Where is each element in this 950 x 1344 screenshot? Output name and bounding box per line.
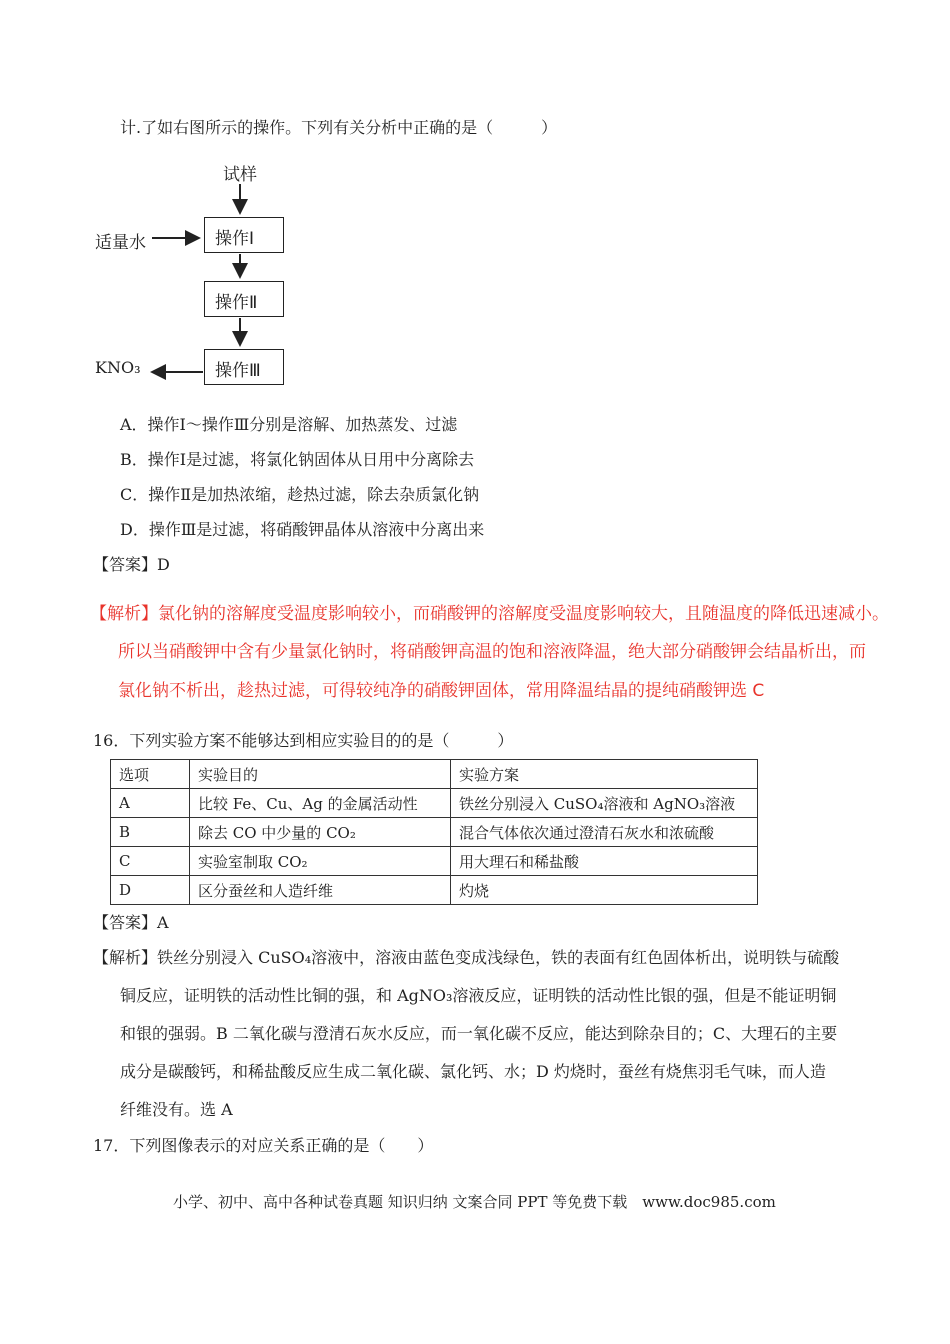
- table-cell: B: [111, 818, 190, 847]
- q15-analysis-line-3: 氯化钠不析出，趁热过滤，可得较纯净的硝酸钾固体，常用降温结晶的提纯硝酸钾选 C: [118, 681, 765, 701]
- table-row: [111, 876, 758, 905]
- table-cell: 混合气体依次通过澄清石灰水和浓硫酸: [451, 818, 758, 847]
- q15-option-d: D．操作Ⅲ是过滤，将硝酸钾晶体从溶液中分离出来: [120, 520, 485, 539]
- q15-analysis-line-2: 所以当硝酸钾中含有少量氯化钠时，将硝酸钾高温的饱和溶液降温，绝大部分硝酸钾会结晶析出，而: [118, 642, 866, 662]
- q16-analysis-line-1: 【解析】铁丝分别浸入 CuSO₄溶液中，溶液由蓝色变成浅绿色，铁的表面有红色固体析出，说明铁与硫酸: [93, 948, 840, 967]
- flow-op1-label: 操作Ⅰ: [215, 229, 255, 249]
- table-header-row: [111, 760, 758, 789]
- q16-table: [110, 759, 758, 905]
- flow-water-label: 适量水: [95, 233, 146, 253]
- q17-title: 17．下列图像表示的对应关系正确的是（ ）: [93, 1136, 434, 1155]
- table-row: [111, 847, 758, 876]
- q15-option-c: C．操作Ⅱ是加热浓缩，趁热过滤，除去杂质氯化钠: [120, 485, 480, 504]
- table-cell: 铁丝分别浸入 CuSO₄溶液和 AgNO₃溶液: [451, 789, 758, 818]
- q16-title: 16．下列实验方案不能够达到相应实验目的的是（ ）: [93, 731, 514, 750]
- page-footer: 小学、初中、高中各种试卷真题 知识归纳 文案合同 PPT 等免费下载 www.doc985.com: [173, 1193, 776, 1211]
- q15-option-b: B．操作Ⅰ是过滤，将氯化钠固体从日用中分离除去: [120, 450, 475, 469]
- flow-sample-label: 试样: [223, 165, 257, 185]
- q15-answer: 【答案】D: [93, 555, 170, 574]
- q16-answer: 【答案】A: [93, 913, 169, 932]
- table-cell: 区分蚕丝和人造纤维: [190, 876, 451, 905]
- q16-analysis-line-4: 成分是碳酸钙，和稀盐酸反应生成二氧化碳、氯化钙、水；D 灼烧时，蚕丝有烧焦羽毛气味，而人造: [120, 1062, 826, 1081]
- q16-analysis-line-5: 纤维没有。选 A: [120, 1100, 233, 1119]
- table-cell: 用大理石和稀盐酸: [451, 847, 758, 876]
- q16-analysis-line-2: 铜反应，证明铁的活动性比铜的强，和 AgNO₃溶液反应，证明铁的活动性比银的强，但是不能证明铜: [120, 986, 837, 1005]
- table-cell: 除去 CO 中少量的 CO₂: [190, 818, 451, 847]
- table-cell: 比较 Fe、Cu、Ag 的金属活动性: [190, 789, 451, 818]
- table-cell: A: [111, 789, 190, 818]
- q15-analysis-line-1: 【解析】氯化钠的溶解度受温度影响较小，而硝酸钾的溶解度受温度影响较大，且随温度的降低迅速减小。: [90, 604, 889, 624]
- table-cell: C: [111, 847, 190, 876]
- q16-analysis-line-3: 和银的强弱。B 二氧化碳与澄清石灰水反应，而一氧化碳不反应，能达到除杂目的；C、大理石的主要: [120, 1024, 838, 1043]
- table-header-cell: 选项: [111, 760, 190, 789]
- table-cell: 实验室制取 CO₂: [190, 847, 451, 876]
- table-header-cell: 实验目的: [190, 760, 451, 789]
- table-row: [111, 818, 758, 847]
- question-intro: 计.了如右图所示的操作。下列有关分析中正确的是（ ）: [120, 118, 558, 137]
- flow-arrows: [0, 0, 950, 420]
- table-cell: D: [111, 876, 190, 905]
- flow-op2-label: 操作Ⅱ: [215, 293, 258, 313]
- q15-option-a: A．操作Ⅰ～操作Ⅲ分别是溶解、加热蒸发、过滤: [120, 415, 458, 434]
- flow-product-label: KNO₃: [95, 358, 141, 377]
- table-header-cell: 实验方案: [451, 760, 758, 789]
- table-cell: 灼烧: [451, 876, 758, 905]
- flow-op3-label: 操作Ⅲ: [215, 361, 261, 381]
- table-row: [111, 789, 758, 818]
